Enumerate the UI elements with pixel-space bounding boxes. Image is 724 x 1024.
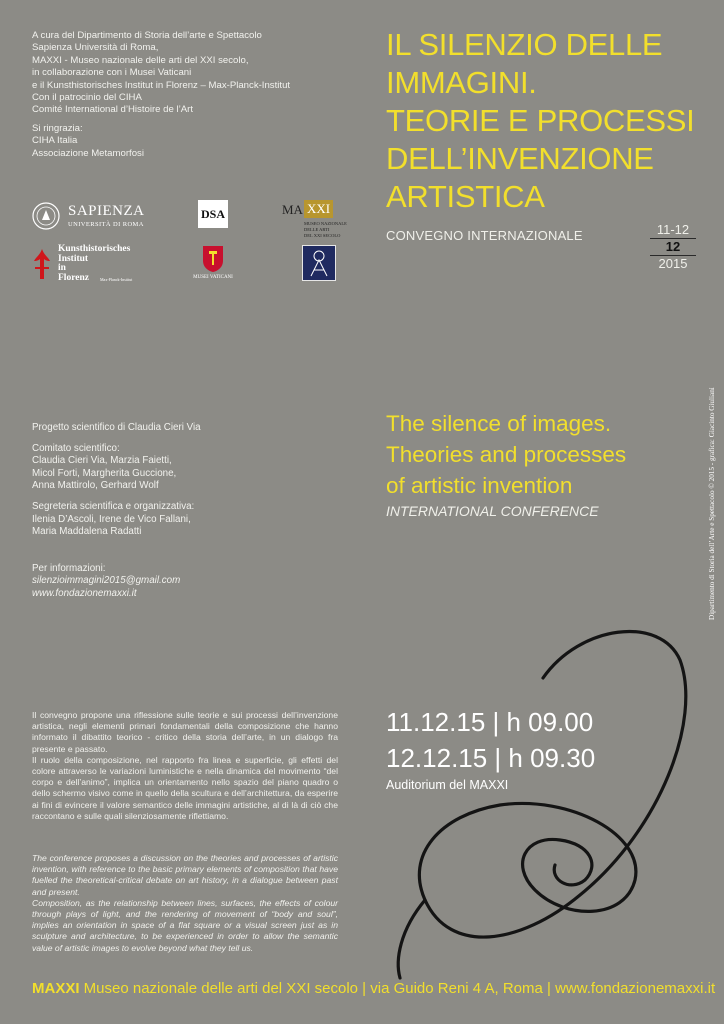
vatican-crest-icon — [202, 245, 224, 273]
staff-block — [32, 422, 201, 601]
maxxi-ma: MA — [282, 202, 303, 217]
title-line: IL SILENZIO DELLE — [386, 27, 663, 62]
description-paragraph: Il convegno propone una riflessione sulle teorie e sui processi dell’invenzione artistica, negli elementi primari fondamentali della composizione che hanno informato il dibattito teorico - critico della storia dell’arte, in un dialogo fra presente e passato. — [32, 710, 338, 754]
khi-sub: Max-Planck-Institut — [100, 277, 133, 282]
english-title-line: of artistic invention — [386, 473, 573, 498]
description-english — [32, 853, 338, 954]
committee-line: Anna Mattirolo, Gerhard Wolf — [32, 480, 159, 492]
title-line: TEORIE E PROCESSI — [386, 103, 695, 138]
english-subtitle: INTERNATIONAL CONFERENCE — [386, 503, 599, 519]
footer — [32, 980, 715, 997]
dsa-logo — [198, 200, 228, 228]
credit-line: Comité International d’Histoire de l’Art — [32, 104, 194, 116]
committee-line: Micol Forti, Margherita Guccione, — [32, 467, 177, 479]
maxxi-xxi: XXI — [304, 200, 333, 218]
english-title-line: The silence of images. — [386, 411, 612, 436]
event-dates — [386, 704, 595, 776]
description-paragraph: The conference proposes a discussion on the theories and processes of artistic invention, with reference to the basic primary elements of composition that have fuelled the theoretical-critical debate on art history, in a dialogue between past and present. — [32, 853, 338, 897]
dates-mid: 12 — [650, 238, 696, 256]
credit-line: Con il patrocinio del CIHA — [32, 92, 142, 104]
project-line: Progetto scientifico di Claudia Cieri Via — [32, 422, 201, 433]
khi-line-3: in — [58, 263, 66, 273]
event-venue: Auditorium del MAXXI — [386, 778, 509, 792]
title-line: IMMAGINI. — [386, 65, 537, 100]
title-line: ARTISTICA — [386, 179, 545, 214]
secretariat-label: Segreteria scientifica e organizzativa: — [32, 500, 195, 512]
description-italian — [32, 710, 338, 822]
vatican-label: MUSEI VATICANI — [193, 275, 233, 280]
vertical-credit — [702, 375, 722, 620]
english-title-line: Theories and processes — [386, 442, 627, 467]
description-paragraph: Composition, as the relationship between lines, surfaces, the effects of colour through plays of light, and the rendering of movement of “body and soul”, implies an orientation in space of a flat square or a visual screen just as in sculpture and architecture, to be experienced in order to allow the semantic value of artistic images to evolve beyond what they tell us. — [32, 897, 338, 953]
maxxi-logo — [282, 200, 347, 240]
sapienza-seal-icon — [32, 202, 60, 230]
sapienza-sub: UNIVERSITÀ DI ROMA — [68, 221, 144, 228]
maxxi-sub-2: DELLE ARTI — [304, 227, 330, 232]
description-paragraph: Il ruolo della composizione, nel rapporto fra linea e superficie, gli effetti del colore attraverso le variazioni luministiche e nella dinamica del movimento “del corpo e dell’animo”, implica un orientamento nello spazio del piano quadro o dello schermo visivo come in quello della scultura e dell’architettura, da esperire ai fini di evincere il valore semantico delle immagini artistiche, al di là di ciò che raccontano e sulle quali silenziosamente riflettiamo. — [32, 754, 338, 821]
info-label: Per informazioni: — [32, 562, 106, 574]
email-link[interactable]: silenzioimmagini2015@gmail.com — [32, 575, 181, 587]
khi-logo — [32, 245, 172, 285]
khi-line-1: Kunsthistorisches — [58, 244, 131, 254]
website-link[interactable]: www.fondazionemaxxi.it — [32, 587, 137, 599]
vatican-logo — [190, 245, 236, 283]
credit-line: A cura del Dipartimento di Storia dell’arte e Spettacolo — [32, 30, 262, 41]
credit-line: e il Kunsthistorisches Institut in Florenz – Max-Planck-Institut — [32, 79, 291, 91]
english-title — [386, 408, 626, 501]
thanks-line: Associazione Metamorfosi — [32, 147, 144, 159]
event-day-1: 11.12.15 | h 09.00 — [386, 707, 594, 737]
committee-line: Claudia Cieri Via, Marzia Faietti, — [32, 455, 172, 467]
sapienza-logo — [32, 200, 162, 234]
credit-line: in collaborazione con i Musei Vaticani — [32, 67, 192, 79]
maxxi-sub-1: MUSEO NAZIONALE — [304, 221, 347, 226]
dsa-mark: DSA — [200, 207, 225, 221]
footer-text: Museo nazionale delle arti del XXI secolo | via Guido Reni 4 A, Roma | www.fondazionemaxxi.it — [79, 980, 716, 997]
conference-subtitle: CONVEGNO INTERNAZIONALE — [386, 228, 583, 243]
thanks-label: Si ringrazia: — [32, 122, 83, 134]
sapienza-name: SAPIENZA — [68, 203, 145, 219]
florentine-lily-icon — [32, 247, 52, 281]
credit-line: MAXXI - Museo nazionale delle arti del XXI secolo, — [32, 54, 249, 66]
footer-brand: MAXXI — [32, 980, 80, 997]
khi-line-4: Florenz — [58, 272, 89, 283]
secretariat-line: Ilenia D’Ascoli, Irene de Vico Fallani, — [32, 513, 191, 525]
vertical-credit-text: Dipartimento di Storia dell’Arte e Spettacolo © 2015 - grafica: Giacinto Giuliani — [708, 387, 716, 620]
maxxi-sub-3: DEL XXI SECOLO — [304, 233, 341, 238]
ciha-logo — [302, 245, 336, 281]
dates-top: 11-12 — [656, 222, 690, 237]
event-day-2: 12.12.15 | h 09.30 — [386, 743, 596, 773]
title-line: DELL’INVENZIONE — [386, 141, 654, 176]
dates-block — [650, 222, 696, 272]
thanks-line: CIHA Italia — [32, 135, 78, 147]
credit-line: Sapienza Università di Roma, — [32, 42, 159, 54]
ciha-mark-icon — [303, 246, 335, 280]
secretariat-line: Maria Maddalena Radatti — [32, 526, 142, 538]
credits-block — [32, 30, 290, 160]
committee-label: Comitato scientifico: — [32, 442, 120, 454]
main-title — [386, 26, 694, 216]
dates-bottom: 2015 — [658, 256, 688, 271]
khi-line-2: Institut — [58, 253, 89, 264]
